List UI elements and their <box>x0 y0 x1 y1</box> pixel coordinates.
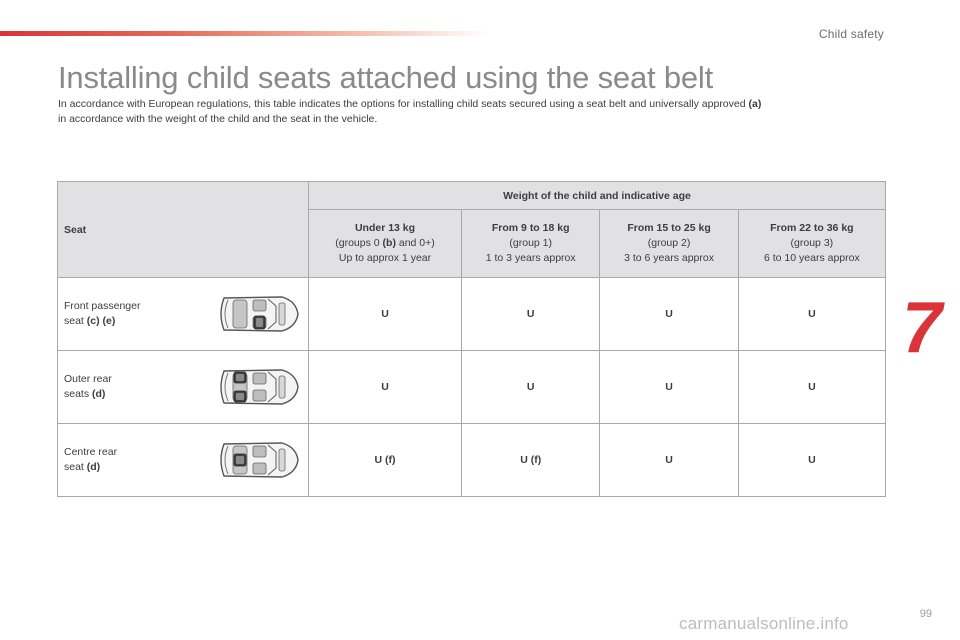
car-top-view-outer-rear-icon <box>216 364 300 410</box>
seat-label: Centre rear seat (d) <box>64 446 118 473</box>
group-line: (group 1) <box>509 237 552 249</box>
seat-cell <box>58 351 309 424</box>
page-title: Installing child seats attached using the seat belt <box>58 60 713 95</box>
chapter-number: 7 <box>902 288 943 368</box>
group-age: 3 to 6 years approx <box>624 252 714 264</box>
table-cell: U <box>309 278 462 351</box>
table-row <box>58 351 886 424</box>
group-age: 1 to 3 years approx <box>485 252 576 264</box>
table-cell: U (f) <box>462 424 600 497</box>
group-header <box>738 210 885 278</box>
table-cell: U <box>600 278 738 351</box>
group-header <box>309 210 462 278</box>
table-cell: U <box>462 351 600 424</box>
group-line: (group 3) <box>790 237 834 249</box>
intro-text-part1: In accordance with European regulations, this table indicates the options for installing child seats secured using a seat belt and universally approved <box>58 98 749 110</box>
group-age: 6 to 10 years approx <box>763 252 860 264</box>
car-top-view-front-passenger-icon <box>216 291 300 337</box>
table-cell: U (f) <box>309 424 462 497</box>
car-top-view-centre-rear-icon <box>216 437 300 483</box>
intro-paragraph <box>58 97 890 127</box>
group-ref: (b) <box>382 237 396 249</box>
group-title: Under 13 kg <box>354 222 416 234</box>
weight-header: Weight of the child and indicative age <box>309 182 886 210</box>
group-line: (groups 0 (b) and 0+) <box>335 237 435 249</box>
table-row <box>58 278 886 351</box>
table-row <box>58 424 886 497</box>
watermark-text: carmanualsonline.info <box>679 614 849 633</box>
group-title: From 9 to 18 kg <box>491 222 570 234</box>
seat-label: Front passenger seat (c) (e) <box>64 300 141 327</box>
intro-ref: (a) <box>748 98 762 110</box>
page-number: 99 <box>919 608 932 620</box>
group-title: From 22 to 36 kg <box>770 222 854 234</box>
group-title: From 15 to 25 kg <box>627 222 711 234</box>
seat-label: Outer rear seats (d) <box>64 373 112 400</box>
seat-cell <box>58 278 309 351</box>
intro-text-part2: in accordance with the weight of the child and the seat in the vehicle. <box>58 113 378 125</box>
table-cell: U <box>738 278 885 351</box>
group-header <box>462 210 600 278</box>
table-cell: U <box>600 424 738 497</box>
table-cell: U <box>738 351 885 424</box>
seat-refs: (d) <box>86 461 101 473</box>
table-cell: U <box>309 351 462 424</box>
header-accent-bar <box>0 31 490 36</box>
seat-refs: (d) <box>92 388 106 400</box>
section-label: Child safety <box>818 27 884 41</box>
seat-refs: (c) (e) <box>86 315 116 327</box>
table-cell: U <box>600 351 738 424</box>
group-age: Up to approx 1 year <box>338 252 432 264</box>
seat-column-header: Seat <box>58 182 309 278</box>
group-line: (group 2) <box>647 237 691 249</box>
table-cell: U <box>738 424 885 497</box>
table-cell: U <box>462 278 600 351</box>
group-header <box>600 210 738 278</box>
child-seat-table <box>57 181 886 497</box>
seat-cell <box>58 424 309 497</box>
